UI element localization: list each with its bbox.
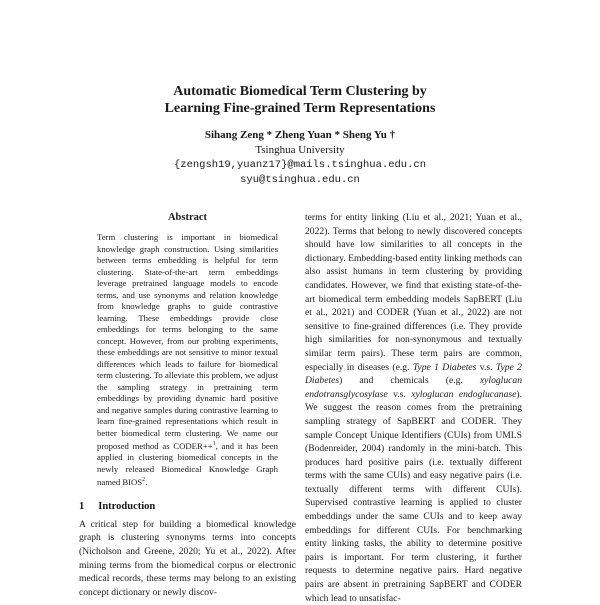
title-line-1: Automatic Biomedical Term Clustering by bbox=[173, 84, 427, 99]
footnote-mark-2: 2 bbox=[142, 477, 146, 484]
right-text-1b: ) and chemicals (e.g. bbox=[339, 375, 480, 387]
introduction-body: A critical step for building a biomedical knowledge graph is clustering synonyms terms into concepts (Nicholson and Greene, 2020; Yu et al., 2022). After mining terms from the biomedical corpus or electronic medical records, these terms may belong to an existing concept dictionary or newly discov- bbox=[79, 518, 296, 598]
section-title: Introduction bbox=[98, 500, 156, 512]
right-column bbox=[305, 211, 522, 605]
right-text-1: terms for entity linking (Liu et al., 2021; Yuan et al., 2022). Terms that belong to newly discovered concepts should have low similarities to all concepts in the dictionary. Embedding-based entity linking methods can also assist humans in term clustering by providing candidates. However, we find that existing state-of-the-art biomedical term embedding models SapBERT (Liu et al., 2021) and CODER (Yuan et al., 2022) are not sensitive to fine-grained differences (i.e. They provide high similarities for non-synonymous and textually similar term pairs). These term pairs are common, especially in diseases (e.g. bbox=[305, 212, 522, 373]
left-column bbox=[79, 212, 296, 599]
vs-2: v.s. bbox=[387, 388, 412, 400]
vs-1: v.s. bbox=[476, 361, 496, 373]
footnote-mark-1: 1 bbox=[212, 441, 216, 447]
email-line-2: syu@tsinghua.edu.cn bbox=[240, 174, 360, 186]
section-heading-introduction bbox=[79, 501, 296, 512]
abstract-text-end: . bbox=[145, 477, 148, 488]
abstract-text-cont: , and it has been applied in clustering biomedical concepts in the newly released Biomedical Knowledge Graph named BIOS bbox=[97, 440, 278, 488]
author-names: Sihang Zeng * Zheng Yuan * Sheng Yu † bbox=[204, 129, 396, 141]
right-text-2: ). We suggest the reason comes from the pretraining sampling strategy of SapBERT and CODER. They sample Concept Unique Identifiers (CUIs) from UMLS (Bodenreider, 2004) randomly in the mini-batch. This produces hard positive pairs (i.e. textually different terms with the same CUIs) and easy negative pairs (i.e. textually different terms with different CUIs). Supervised contrastive learning is applied to cluster embeddings under the same CUIs and to keep away embeddings for different CUIs. For benchmarking entity linking tasks, the ability to determine positive pairs is important. For term clustering, it further requests to determine negative pairs. Hard negative pairs are absent in pretraining SapBERT and CODER which lead to unsatisfac- bbox=[305, 388, 522, 604]
term-type2-diabetes: Type 2 Diabetes bbox=[305, 361, 522, 387]
title-line-2: Learning Fine-grained Term Representations bbox=[164, 101, 436, 116]
author-block bbox=[0, 128, 600, 188]
affiliation: Tsinghua University bbox=[255, 144, 345, 156]
abstract-heading: Abstract bbox=[167, 212, 208, 223]
term-type1-diabetes: Type 1 Diabetes bbox=[412, 361, 477, 373]
term-endotransglycosylase: xyloglucan endotransglycosylase bbox=[305, 375, 522, 400]
term-endoglucanase: xyloglucan endoglucanase bbox=[411, 388, 517, 400]
section-number: 1 bbox=[79, 500, 85, 512]
abstract-text: Term clustering is important in biomedical knowledge graph construction. Using similarities between terms embedding is helpful for term clustering. State-of-the-art term embeddings leverage pretrained language models to encode terms, and use synonyms and relation knowledge from knowledge graphs to guide contrastive learning. These embeddings provide close embeddings for terms belonging to the same concept. However, from our probing experiments, these embeddings are not sensitive to minor textual differences which leads to failure for biomedical term clustering. To alleviate this problem, we adjust the sampling strategy in pretraining term embeddings by providing dynamic hard positive and negative samples during contrastive learning to learn fine-grained representations which result in better biomedical term clustering. We name our proposed method as CODER++ bbox=[97, 232, 278, 451]
email-line-1: {zengsh19,yuanz17}@mails.tsinghua.edu.cn bbox=[173, 159, 427, 171]
right-column-body bbox=[305, 211, 522, 605]
abstract-body bbox=[79, 232, 296, 489]
paper-title bbox=[0, 83, 600, 117]
